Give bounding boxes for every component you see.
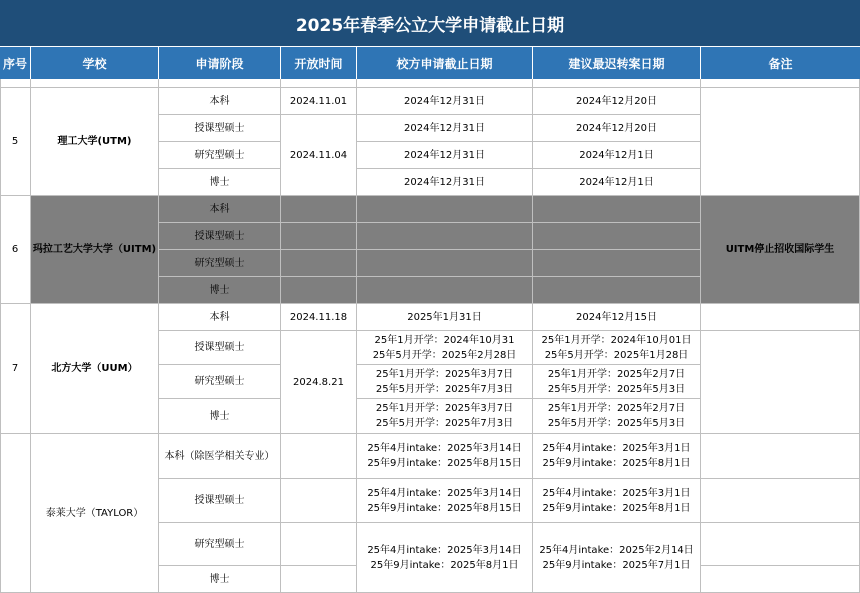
suggest-date-cell <box>533 399 701 434</box>
deadline-cell <box>357 331 533 365</box>
note-cell <box>701 434 860 479</box>
deadline-line: 25年5月开学：2025年7月3日 <box>375 383 514 395</box>
note-cell <box>701 566 860 593</box>
open-time-cell <box>281 196 357 223</box>
suggest-line: 25年5月开学：2025年5月3日 <box>547 383 686 395</box>
header-open-time: 开放时间 <box>281 47 357 79</box>
stage-cell: 研究型硕士 <box>159 142 281 169</box>
deadline-line: 25年9月intake：2025年8月15日 <box>367 458 522 469</box>
deadline-line: 25年4月intake：2025年3月14日 <box>367 487 522 499</box>
deadline-cell <box>357 304 533 331</box>
suggest-date-cell <box>533 304 701 331</box>
open-time-cell: 2024.11.18 <box>281 304 357 331</box>
suggest-line: 25年4月intake：2025年3月1日 <box>542 443 691 454</box>
deadline-cell: 2024年12月31日 <box>357 115 533 142</box>
open-time-cell <box>281 223 357 250</box>
suggest-line: 25年4月intake：2025年3月1日 <box>542 487 691 499</box>
school-name: 北方大学（UUM） <box>31 304 159 434</box>
suggest-line: 25年1月开学：2024年10月01日 <box>541 334 692 346</box>
header-no: 序号 <box>0 47 31 79</box>
stage-cell: 本科（除医学相关专业） <box>159 434 281 479</box>
header-note: 备注 <box>701 47 860 79</box>
header-stage: 申请阶段 <box>159 47 281 79</box>
suggest-line: 25年9月intake：2025年7月1日 <box>542 559 691 571</box>
deadline-line: 25年1月开学：2025年3月7日 <box>375 403 514 414</box>
header-deadline: 校方申请截止日期 <box>357 47 533 79</box>
open-time-cell <box>281 523 357 566</box>
stage-cell: 博士 <box>159 566 281 593</box>
note-cell <box>701 304 860 331</box>
suggest-line: 25年9月intake：2025年8月1日 <box>542 458 691 469</box>
note-cell: UITM停止招收国际学生 <box>701 196 860 304</box>
suggest-date-cell <box>533 365 701 399</box>
open-time-cell <box>281 250 357 277</box>
suggest-line: 2024年12月15日 <box>576 311 657 323</box>
suggest-line: 25年5月开学：2025年1月28日 <box>544 349 689 361</box>
stage-cell: 本科 <box>159 88 281 115</box>
stage-cell: 研究型硕士 <box>159 250 281 277</box>
deadline-cell <box>357 365 533 399</box>
deadline-line: 25年9月intake：2025年8月1日 <box>370 559 519 571</box>
spacer-cell <box>159 79 281 88</box>
open-time-cell <box>281 434 357 479</box>
deadline-line: 25年9月intake：2025年8月15日 <box>367 502 522 514</box>
suggest-line: 25年1月开学：2025年2月7日 <box>547 403 686 414</box>
spacer-cell <box>31 79 159 88</box>
stage-cell: 研究型硕士 <box>159 365 281 399</box>
suggest-line: 25年4月intake：2025年2月14日 <box>539 544 694 556</box>
deadline-line: 25年1月开学：2025年3月7日 <box>375 368 514 380</box>
deadline-line: 25年4月intake：2025年3月14日 <box>367 443 522 454</box>
open-time-cell: 2024.8.21 <box>281 331 357 434</box>
spacer-cell <box>0 79 31 88</box>
suggest-date-cell <box>533 250 701 277</box>
stage-cell: 授课型硕士 <box>159 479 281 523</box>
deadline-cell <box>357 479 533 523</box>
deadline-line: 25年4月intake：2025年3月14日 <box>367 544 522 556</box>
open-time-cell <box>281 566 357 593</box>
page-title: 2025年春季公立大学申请截止日期 <box>0 0 860 47</box>
deadline-line: 25年5月开学：2025年2月28日 <box>372 349 517 361</box>
stage-cell: 本科 <box>159 304 281 331</box>
suggest-date-cell <box>533 277 701 304</box>
suggest-date-cell <box>533 523 701 593</box>
note-cell <box>701 479 860 523</box>
deadline-line: 25年1月开学：2024年10月31 <box>374 334 515 346</box>
spacer-cell <box>281 79 357 88</box>
stage-cell: 博士 <box>159 277 281 304</box>
open-time-cell <box>281 277 357 304</box>
stage-cell: 博士 <box>159 169 281 196</box>
note-cell <box>701 331 860 434</box>
stage-cell: 授课型硕士 <box>159 223 281 250</box>
header-suggest-date: 建议最迟转案日期 <box>533 47 701 79</box>
suggest-date-cell: 2024年12月1日 <box>533 142 701 169</box>
spacer-cell <box>701 79 860 88</box>
row-number: 6 <box>0 196 31 304</box>
row-number <box>0 434 31 593</box>
deadline-cell <box>357 196 533 223</box>
note-cell <box>701 88 860 196</box>
deadline-line: 25年5月开学：2025年7月3日 <box>375 418 514 429</box>
note-cell <box>701 523 860 566</box>
suggest-line: 25年9月intake：2025年8月1日 <box>542 502 691 514</box>
deadline-cell <box>357 277 533 304</box>
suggest-line: 25年5月开学：2025年5月3日 <box>547 418 686 429</box>
deadline-cell <box>357 223 533 250</box>
stage-cell: 本科 <box>159 196 281 223</box>
suggest-date-cell <box>533 196 701 223</box>
deadline-cell: 2024年12月31日 <box>357 169 533 196</box>
deadline-cell <box>357 434 533 479</box>
deadline-line: 2025年1月31日 <box>407 311 482 323</box>
deadline-cell: 2024年12月31日 <box>357 88 533 115</box>
suggest-date-cell: 2024年12月20日 <box>533 88 701 115</box>
stage-cell: 授课型硕士 <box>159 115 281 142</box>
row-number: 5 <box>0 88 31 196</box>
deadline-cell <box>357 523 533 593</box>
stage-cell: 研究型硕士 <box>159 523 281 566</box>
open-time-cell <box>281 479 357 523</box>
stage-cell: 博士 <box>159 399 281 434</box>
suggest-date-cell: 2024年12月20日 <box>533 115 701 142</box>
suggest-line: 25年1月开学：2025年2月7日 <box>547 368 686 380</box>
table-left-edge <box>0 79 1 593</box>
open-time-cell: 2024.11.04 <box>281 115 357 196</box>
deadline-cell <box>357 399 533 434</box>
suggest-date-cell <box>533 223 701 250</box>
spacer-cell <box>533 79 701 88</box>
header-school: 学校 <box>31 47 159 79</box>
row-number: 7 <box>0 304 31 434</box>
stage-cell: 授课型硕士 <box>159 331 281 365</box>
school-name: 泰莱大学（TAYLOR） <box>31 434 159 593</box>
school-name: 理工大学(UTM) <box>31 88 159 196</box>
suggest-date-cell <box>533 479 701 523</box>
open-time-cell: 2024.11.01 <box>281 88 357 115</box>
suggest-date-cell <box>533 331 701 365</box>
school-name: 玛拉工艺大学大学（UITM) <box>31 196 159 304</box>
spacer-cell <box>357 79 533 88</box>
suggest-date-cell <box>533 434 701 479</box>
deadline-cell <box>357 250 533 277</box>
suggest-date-cell: 2024年12月1日 <box>533 169 701 196</box>
deadline-cell: 2024年12月31日 <box>357 142 533 169</box>
